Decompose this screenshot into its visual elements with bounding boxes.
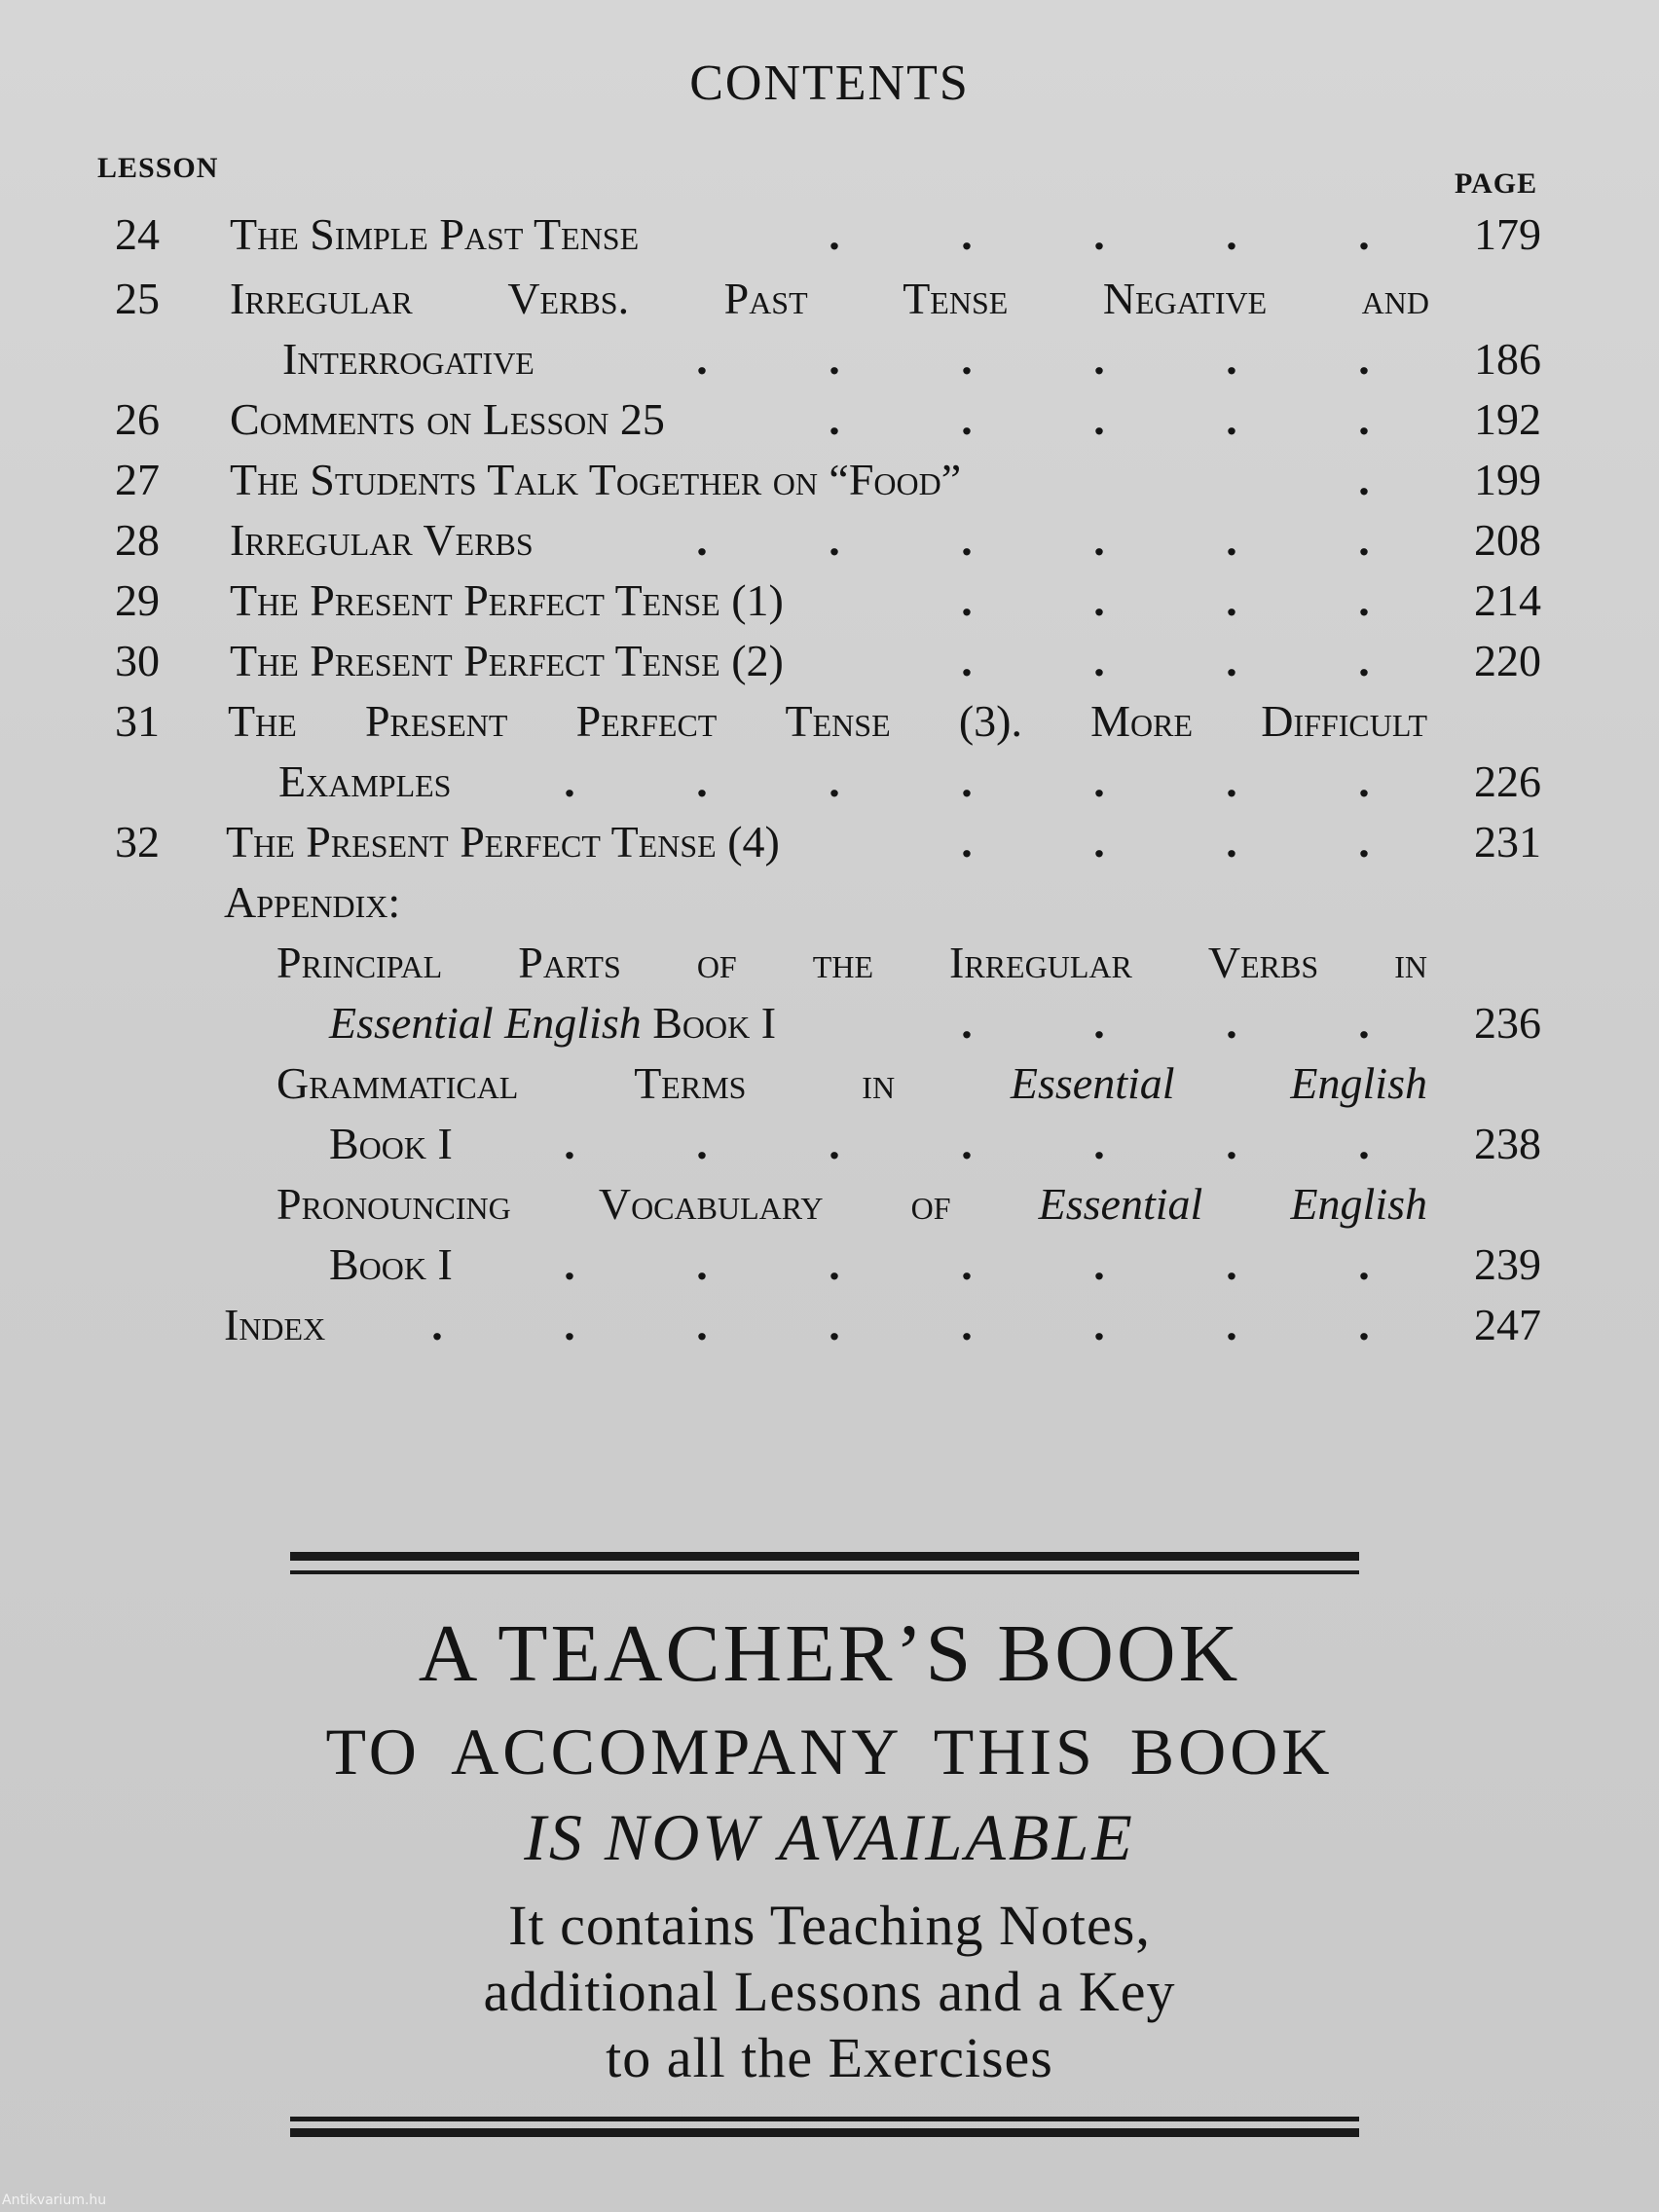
toc-entry <box>0 269 1659 329</box>
lesson-title: Comments on Lesson 25 <box>230 394 665 444</box>
lesson-title-continued: Examples <box>278 756 452 806</box>
lesson-number: 25 <box>115 274 160 323</box>
lesson-number: 26 <box>115 394 160 444</box>
lesson-title-continued: Interrogative <box>282 334 535 384</box>
page-number: 186 <box>1474 334 1541 384</box>
lesson-title: The Present Perfect Tense (3). More Difficult <box>228 696 1427 746</box>
lesson-title: The Simple Past Tense <box>230 209 640 259</box>
lesson-title: The Students Talk Together on “Food” <box>230 455 962 504</box>
advert-availability: IS NOW AVAILABLE <box>524 1800 1135 1874</box>
dot-leader: . <box>1358 455 1370 504</box>
lesson-title: The Present Perfect Tense (2) <box>230 636 784 685</box>
dot-leader: . . . . . . <box>696 334 1370 384</box>
page-number: 231 <box>1474 817 1541 866</box>
appendix-entry <box>0 933 1659 993</box>
top-rule-thick <box>290 1552 1359 1561</box>
dot-leader: . . . . <box>961 998 1370 1048</box>
toc-entry <box>0 631 1659 691</box>
page-number: 179 <box>1474 209 1541 259</box>
toc-entry <box>0 510 1659 571</box>
appendix-entry <box>0 1174 1659 1235</box>
advert-description-line2: additional Lessons and a Key <box>483 1960 1176 2023</box>
lesson-number: 24 <box>115 209 160 259</box>
page-number: 199 <box>1474 455 1541 504</box>
dot-leader: . . . . . . . <box>564 1119 1370 1168</box>
lesson-number: 31 <box>115 696 160 746</box>
lesson-title: The Present Perfect Tense (1) <box>230 575 784 625</box>
page-number: 247 <box>1474 1300 1541 1349</box>
appendix-entry-continued <box>0 1114 1659 1174</box>
appendix-title: Pronouncing Vocabulary of Essential English <box>276 1179 1427 1229</box>
dot-leader: . . . . <box>961 817 1370 866</box>
appendix-heading <box>0 872 1659 933</box>
toc-entry <box>0 571 1659 631</box>
lesson-title: The Present Perfect Tense (4) <box>226 817 780 866</box>
page-number: 226 <box>1474 756 1541 806</box>
page-column-header: PAGE <box>1455 167 1538 200</box>
lesson-number: 32 <box>115 817 160 866</box>
lesson-column-header: LESSON <box>97 152 219 184</box>
advert-headline: A TEACHER’S BOOK <box>418 1608 1241 1699</box>
dot-leader: . . . . <box>961 575 1370 625</box>
lesson-title: Irregular Verbs. Past Tense Negative and <box>230 274 1429 323</box>
page-number: 238 <box>1474 1119 1541 1168</box>
toc-entry <box>0 812 1659 872</box>
appendix-title-continued: Book I <box>329 1239 453 1289</box>
appendix-label: Appendix: <box>224 877 401 927</box>
toc-entry <box>0 450 1659 510</box>
page-number: 236 <box>1474 998 1541 1048</box>
page-number: 208 <box>1474 515 1541 565</box>
lesson-number: 28 <box>115 515 160 565</box>
appendix-entry <box>0 1053 1659 1114</box>
page-title: CONTENTS <box>689 55 970 111</box>
appendix-entry-continued <box>0 1235 1659 1295</box>
page-number: 192 <box>1474 394 1541 444</box>
dot-leader: . . . . <box>961 636 1370 685</box>
advert-description-line1: It contains Teaching Notes, <box>508 1894 1151 1957</box>
bottom-rule-thick <box>290 2128 1359 2137</box>
advert-description-line3: to all the Exercises <box>606 2026 1053 2089</box>
lesson-number: 29 <box>115 575 160 625</box>
toc-entry <box>0 389 1659 450</box>
appendix-entry-continued <box>0 993 1659 1053</box>
dot-leader: . . . . . . . <box>564 756 1370 806</box>
top-rule-thin <box>290 1570 1359 1574</box>
index-entry <box>0 1295 1659 1355</box>
page-number: 214 <box>1474 575 1541 625</box>
toc-entry <box>0 204 1659 265</box>
watermark: Antikvarium.hu <box>2 2193 107 2208</box>
dot-leader: . . . . . <box>829 209 1370 259</box>
appendix-title-continued: Book I <box>329 1119 453 1168</box>
dot-leader: . . . . . . <box>696 515 1370 565</box>
advert-subheadline: TO ACCOMPANY THIS BOOK <box>325 1714 1334 1788</box>
dot-leader: . . . . . . . <box>564 1239 1370 1289</box>
appendix-title: Grammatical Terms in Essential English <box>276 1058 1427 1108</box>
appendix-title-continued: Essential English Book I <box>329 998 777 1048</box>
dot-leader: . . . . . . . . <box>431 1300 1370 1349</box>
index-label: Index <box>224 1300 326 1349</box>
lesson-title: Irregular Verbs <box>230 515 534 565</box>
appendix-title: Principal Parts of the Irregular Verbs in <box>276 938 1427 987</box>
toc-entry-continued <box>0 329 1659 389</box>
bottom-rule-thin <box>290 2117 1359 2121</box>
toc-entry <box>0 691 1659 752</box>
page-number: 239 <box>1474 1239 1541 1289</box>
lesson-number: 30 <box>115 636 160 685</box>
dot-leader: . . . . . <box>829 394 1370 444</box>
toc-entry-continued <box>0 752 1659 812</box>
lesson-number: 27 <box>115 455 160 504</box>
page-number: 220 <box>1474 636 1541 685</box>
